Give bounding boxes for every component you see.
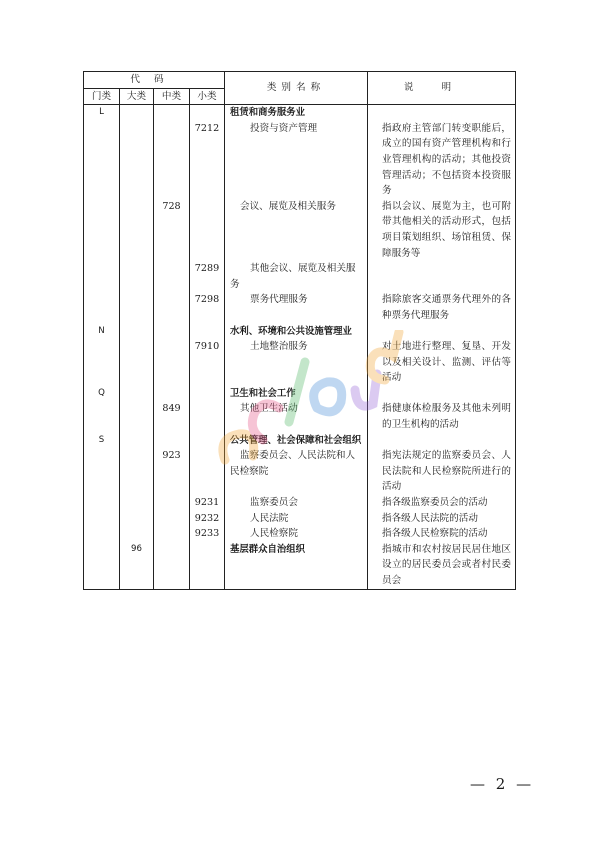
division-code [120, 433, 154, 449]
class-header: 小类 [190, 88, 225, 105]
group-code [154, 339, 190, 386]
section-code [84, 339, 120, 386]
section-code [84, 511, 120, 527]
category-name-text: 公共管理、社会保障和社会组织 [230, 434, 362, 446]
group-code [154, 511, 190, 527]
group-code [154, 292, 190, 323]
section-code: S [84, 433, 120, 449]
section-code [84, 199, 120, 261]
group-header: 中类 [154, 88, 190, 105]
division-code [120, 261, 154, 292]
description [368, 433, 516, 449]
category-name-text: 其他卫生活动 [240, 403, 298, 415]
section-code [84, 526, 120, 542]
description: 指宪法规定的监察委员会、人民法院和人民检察院所进行的活动 [368, 448, 516, 495]
group-code: 849 [154, 401, 190, 432]
group-code [154, 526, 190, 542]
class-code [190, 433, 225, 449]
class-code: 7289 [190, 261, 225, 292]
classification-table [83, 71, 516, 590]
table-row [84, 401, 516, 432]
table-row [84, 526, 516, 542]
division-code [120, 105, 154, 121]
category-name-text: 水利、环境和公共设施管理业 [230, 325, 352, 337]
description: 对土地进行整理、复垦、开发以及相关设计、监测、评估等活动 [368, 339, 516, 386]
category-name-text: 基层群众自治组织 [230, 543, 306, 555]
division-code [120, 495, 154, 511]
section-code: N [84, 324, 120, 340]
description-header: 说明 [368, 72, 516, 105]
category-name-text: 监察委员会 [250, 497, 298, 509]
table-row [84, 495, 516, 511]
table-row [84, 448, 516, 495]
section-code: Q [84, 386, 120, 402]
division-header: 大类 [120, 88, 154, 105]
section-code [84, 292, 120, 323]
class-code [190, 324, 225, 340]
group-code: 923 [154, 448, 190, 495]
section-code [84, 261, 120, 292]
category-name-text: 票务代理服务 [250, 294, 308, 306]
description: 指健康体检服务及其他未列明的卫生机构的活动 [368, 401, 516, 432]
category-name-text: 土地整治服务 [250, 341, 308, 353]
description: 指政府主管部门转变职能后，成立的国有资产管理机构和行业管理机构的活动；其他投资管理活动；不包括资本投资服务 [368, 121, 516, 199]
division-code [120, 324, 154, 340]
class-code [190, 386, 225, 402]
class-code: 7910 [190, 339, 225, 386]
section-code: L [84, 105, 120, 121]
section-code [84, 121, 120, 199]
division-code [120, 448, 154, 495]
table-row [84, 199, 516, 261]
category-name [225, 448, 368, 495]
table-row [84, 339, 516, 386]
section-code [84, 448, 120, 495]
category-name-text: 卫生和社会工作 [230, 387, 296, 399]
description: 指各级监察委员会的活动 [368, 495, 516, 511]
category-name-header: 类别名称 [225, 72, 368, 105]
division-code: 96 [120, 542, 154, 589]
category-name [225, 199, 368, 261]
description [368, 261, 516, 292]
group-code [154, 121, 190, 199]
class-code [190, 199, 225, 261]
description: 指各级人民检察院的活动 [368, 526, 516, 542]
table-row [84, 292, 516, 323]
category-name [225, 495, 368, 511]
class-code: 9233 [190, 526, 225, 542]
category-name [225, 401, 368, 432]
table-body [84, 105, 516, 589]
group-code [154, 433, 190, 449]
description: 指以会议、展览为主，也可附带其他相关的活动形式，包括项目策划组织、场馆租赁、保障服务等 [368, 199, 516, 261]
category-name-text: 其他会议、展览及相关服务 [230, 263, 356, 290]
class-code: 9231 [190, 495, 225, 511]
category-name-text: 人民检察院 [250, 528, 298, 540]
table-row [84, 433, 516, 449]
description [368, 386, 516, 402]
group-code [154, 542, 190, 589]
class-code: 7212 [190, 121, 225, 199]
description: 指各级人民法院的活动 [368, 511, 516, 527]
category-name [225, 339, 368, 386]
division-code [120, 292, 154, 323]
category-name [225, 261, 368, 292]
category-name [225, 324, 368, 340]
table-row [84, 386, 516, 402]
description [368, 324, 516, 340]
class-code: 9232 [190, 511, 225, 527]
division-code [120, 339, 154, 386]
code-header: 代码 [84, 72, 225, 89]
category-name-text: 监察委员会、人民法院和人民检察院 [230, 450, 356, 477]
division-code [120, 526, 154, 542]
section-code [84, 495, 120, 511]
category-name-text: 人民法院 [250, 512, 289, 524]
category-name [225, 121, 368, 199]
table-row [84, 324, 516, 340]
category-name [225, 526, 368, 542]
division-code [120, 121, 154, 199]
section-header: 门类 [84, 88, 120, 105]
group-code: 728 [154, 199, 190, 261]
class-code [190, 105, 225, 121]
table-row [84, 121, 516, 199]
group-code [154, 324, 190, 340]
section-code [84, 401, 120, 432]
group-code [154, 495, 190, 511]
division-code [120, 199, 154, 261]
table-row [84, 105, 516, 121]
description: 指城市和农村按居民居住地区设立的居民委员会或者村民委员会 [368, 542, 516, 589]
table-row [84, 261, 516, 292]
class-code [190, 448, 225, 495]
group-code [154, 105, 190, 121]
category-name [225, 433, 368, 449]
page-number: — 2 — [470, 775, 535, 793]
category-name-text: 投资与资产管理 [250, 122, 318, 134]
category-name [225, 105, 368, 121]
category-name [225, 542, 368, 589]
division-code [120, 511, 154, 527]
table-row [84, 511, 516, 527]
class-code: 7298 [190, 292, 225, 323]
table-row [84, 542, 516, 589]
group-code [154, 261, 190, 292]
description: 指除旅客交通票务代理外的各种票务代理服务 [368, 292, 516, 323]
class-code [190, 542, 225, 589]
category-name-text: 会议、展览及相关服务 [240, 200, 336, 212]
category-name [225, 386, 368, 402]
division-code [120, 386, 154, 402]
division-code [120, 401, 154, 432]
group-code [154, 386, 190, 402]
class-code [190, 401, 225, 432]
description [368, 105, 516, 121]
category-name-text: 租赁和商务服务业 [230, 107, 306, 119]
section-code [84, 542, 120, 589]
category-name [225, 511, 368, 527]
category-name [225, 292, 368, 323]
